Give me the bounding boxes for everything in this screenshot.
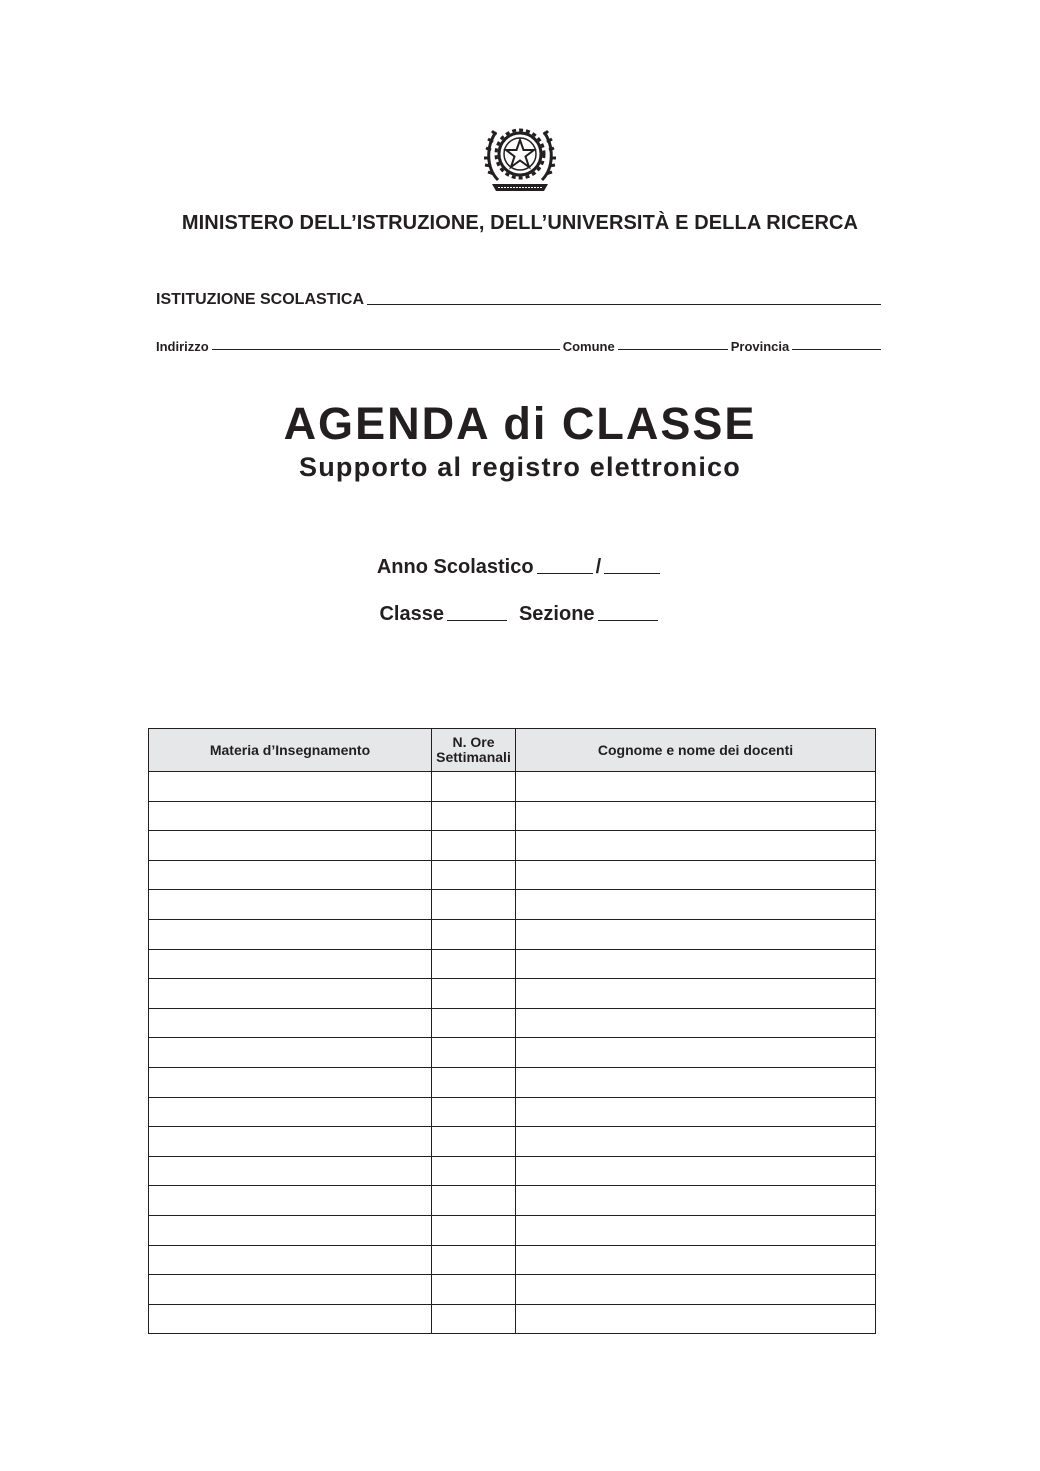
teacher-cell[interactable] [516, 860, 876, 890]
subject-cell[interactable] [149, 772, 432, 802]
hours-cell[interactable] [432, 1038, 516, 1068]
table-row [149, 860, 876, 890]
province-label: Provincia [730, 339, 790, 354]
table-row [149, 890, 876, 920]
subject-cell[interactable] [149, 1067, 432, 1097]
hours-cell[interactable] [432, 831, 516, 861]
ministry-title: MINISTERO DELL’ISTRUZIONE, DELL’UNIVERSITÀ E DELLA RICERCA [181, 212, 859, 234]
hours-column-header [432, 729, 516, 772]
teacher-cell[interactable] [516, 801, 876, 831]
teacher-cell[interactable] [516, 1038, 876, 1068]
school-year-row [0, 556, 1040, 579]
table-header-row [149, 729, 876, 772]
hours-cell[interactable] [432, 860, 516, 890]
teacher-cell[interactable] [516, 1097, 876, 1127]
class-row [0, 603, 1040, 626]
subject-cell[interactable] [149, 1008, 432, 1038]
class-label: Classe [379, 603, 444, 625]
school-year-separator: / [595, 556, 602, 578]
city-label: Comune [562, 339, 615, 354]
teacher-cell[interactable] [516, 979, 876, 1009]
teachers-column-header: Cognome e nome dei docenti [516, 729, 876, 772]
class-line[interactable] [447, 619, 507, 621]
province-line[interactable] [792, 348, 881, 350]
institution-line[interactable] [367, 303, 881, 305]
hours-cell[interactable] [432, 1008, 516, 1038]
hours-cell[interactable] [432, 1304, 516, 1334]
section-label: Sezione [518, 603, 595, 625]
subject-cell[interactable] [149, 801, 432, 831]
table-row [149, 1156, 876, 1186]
hours-cell[interactable] [432, 1215, 516, 1245]
teacher-cell[interactable] [516, 1275, 876, 1305]
teacher-cell[interactable] [516, 1156, 876, 1186]
subject-cell[interactable] [149, 1156, 432, 1186]
teacher-cell[interactable] [516, 772, 876, 802]
table-row [149, 1127, 876, 1157]
subject-cell[interactable] [149, 1245, 432, 1275]
subject-cell[interactable] [149, 1127, 432, 1157]
hours-header-line1: N. Ore [452, 734, 495, 750]
subject-cell[interactable] [149, 1038, 432, 1068]
teacher-cell[interactable] [516, 919, 876, 949]
school-year-end-line[interactable] [604, 572, 660, 574]
subject-cell[interactable] [149, 1215, 432, 1245]
hours-cell[interactable] [432, 1275, 516, 1305]
subject-cell[interactable] [149, 1186, 432, 1216]
subject-column-header: Materia d’Insegnamento [149, 729, 432, 772]
table-row [149, 1186, 876, 1216]
school-year-start-line[interactable] [537, 572, 593, 574]
table-row [149, 1304, 876, 1334]
table-row [149, 979, 876, 1009]
hours-cell[interactable] [432, 1127, 516, 1157]
address-line[interactable] [212, 348, 560, 350]
table-row [149, 772, 876, 802]
teacher-cell[interactable] [516, 890, 876, 920]
subject-cell[interactable] [149, 919, 432, 949]
table-row [149, 1008, 876, 1038]
hours-cell[interactable] [432, 1245, 516, 1275]
table-row [149, 801, 876, 831]
table-row [149, 1215, 876, 1245]
table-row [149, 919, 876, 949]
subject-cell[interactable] [149, 1275, 432, 1305]
institution-field[interactable] [156, 291, 884, 309]
hours-cell[interactable] [432, 1097, 516, 1127]
hours-header-line2: Settimanali [436, 749, 511, 765]
hours-cell[interactable] [432, 1186, 516, 1216]
teacher-cell[interactable] [516, 1304, 876, 1334]
emblem-of-italy-icon [484, 118, 556, 194]
table-row [149, 1245, 876, 1275]
teacher-cell[interactable] [516, 1186, 876, 1216]
subject-cell[interactable] [149, 890, 432, 920]
hours-cell[interactable] [432, 1067, 516, 1097]
subject-cell[interactable] [149, 831, 432, 861]
teacher-cell[interactable] [516, 1067, 876, 1097]
subject-cell[interactable] [149, 860, 432, 890]
institution-label: ISTITUZIONE SCOLASTICA [156, 291, 364, 308]
table-body [149, 772, 876, 1334]
subject-cell[interactable] [149, 979, 432, 1009]
document-title: AGENDA di CLASSE [283, 398, 757, 449]
hours-cell[interactable] [432, 890, 516, 920]
address-label: Indirizzo [156, 339, 209, 354]
address-row [156, 339, 884, 354]
subject-cell[interactable] [149, 1097, 432, 1127]
table-row [149, 1067, 876, 1097]
subjects-table [148, 728, 876, 1334]
teacher-cell[interactable] [516, 949, 876, 979]
document-subtitle: Supporto al registro elettronico [299, 452, 741, 482]
table-row [149, 831, 876, 861]
hours-cell[interactable] [432, 919, 516, 949]
city-line[interactable] [618, 348, 728, 350]
hours-cell[interactable] [432, 772, 516, 802]
subject-cell[interactable] [149, 949, 432, 979]
school-year-label: Anno Scolastico [376, 556, 534, 578]
teacher-cell[interactable] [516, 1127, 876, 1157]
section-line[interactable] [598, 619, 658, 621]
teacher-cell[interactable] [516, 1215, 876, 1245]
table-row [149, 1097, 876, 1127]
subject-cell[interactable] [149, 1304, 432, 1334]
hours-cell[interactable] [432, 979, 516, 1009]
table-row [149, 949, 876, 979]
teacher-cell[interactable] [516, 831, 876, 861]
table-row [149, 1038, 876, 1068]
hours-cell[interactable] [432, 949, 516, 979]
table-row [149, 1275, 876, 1305]
teacher-cell[interactable] [516, 1245, 876, 1275]
teacher-cell[interactable] [516, 1008, 876, 1038]
hours-cell[interactable] [432, 801, 516, 831]
hours-cell[interactable] [432, 1156, 516, 1186]
